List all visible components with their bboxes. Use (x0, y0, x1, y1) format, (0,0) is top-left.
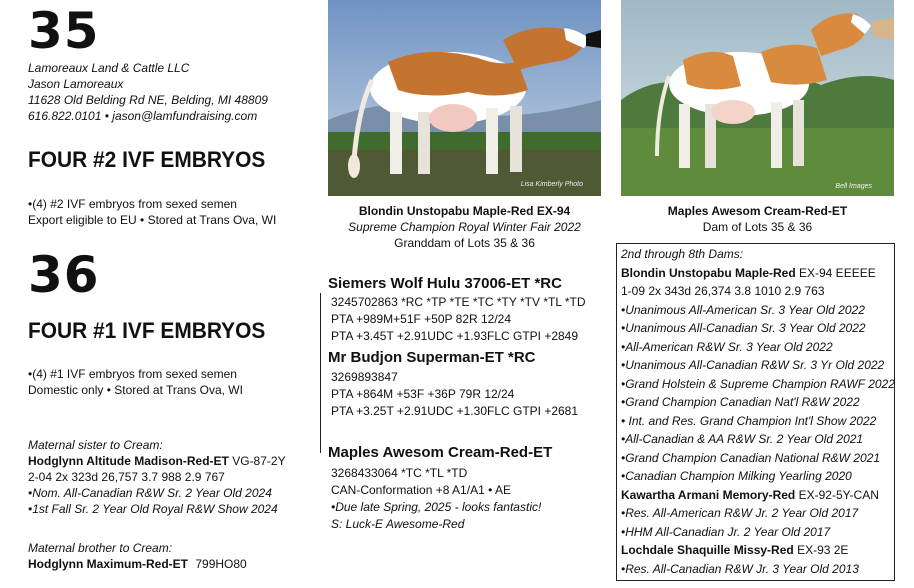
maternal-brother-block (28, 540, 247, 572)
sire-info-line: PTA +3.45T +2.91UDC +1.93FLC GTPI +2849 (331, 329, 579, 343)
second-dam-award: •All-American R&W Sr. 3 Year Old 2022 (621, 339, 833, 354)
consignor-address: 11628 Old Belding Rd NE, Belding, MI 48809 (28, 93, 268, 107)
dam-info-line: CAN-Conformation +8 A1/A1 • AE (331, 483, 511, 497)
second-dam-award: • Int. and Res. Grand Champion Int'l Show 2022 (621, 413, 877, 428)
maternal-sister-award: •Nom. All-Canadian R&W Sr. 2 Year Old 2024 (28, 486, 272, 500)
maternal-brother-name: Hodglynn Maximum-Red-ET (28, 557, 189, 571)
second-dam-name: Blondin Unstopabu Maple-Red (621, 265, 796, 280)
second-dam-award: •Grand Holstein & Supreme Champion RAWF 2022 (621, 376, 895, 391)
lot-35-detail-line: •(4) #2 IVF embryos from sexed semen (28, 197, 237, 211)
third-dam-score: EX-92-5Y-CAN (798, 487, 879, 502)
second-dam-score: EX-94 EEEEE (799, 265, 876, 280)
dam-note: •Due late Spring, 2025 - looks fantastic! (331, 500, 542, 514)
dam-caption-name: Maples Awesom Cream-Red-ET (667, 204, 848, 218)
granddam-caption-relation: Granddam of Lots 35 & 36 (394, 236, 535, 250)
second-dam-award: •All-Canadian & AA R&W Sr. 2 Year Old 2021 (621, 432, 864, 446)
sire-info-line: PTA +989M+51F +50P 82R 12/24 (331, 312, 512, 326)
dam-photo (621, 0, 894, 196)
consignor-phone-email: 616.822.0101 • jason@lamfundraising.com (28, 109, 258, 123)
photo-credit: Bell Images (835, 183, 872, 190)
granddam-caption (328, 203, 601, 251)
second-dam-award: •Unanimous All-Canadian Sr. 3 Year Old 2022 (621, 321, 866, 335)
fourth-dam-score: EX-93 2E (797, 543, 849, 557)
second-dam-record: 1-09 2x 343d 26,374 3.8 1010 2.9 763 (621, 284, 825, 298)
consignor-name: Lamoreaux Land & Cattle LLC (28, 61, 190, 75)
lot-36-title: FOUR #1 IVF EMBRYOS (28, 318, 266, 343)
third-dam-award: •Res. All-American R&W Jr. 2 Year Old 2017 (621, 506, 859, 520)
maternal-grandsire-info-line: PTA +864M +53F +36P 79R 12/24 (331, 387, 515, 401)
maternal-sister-block (28, 437, 286, 517)
third-dam-name: Kawartha Armani Memory-Red (621, 487, 796, 502)
maternal-brother-code: 799HO80 (195, 557, 247, 571)
lot-36-number: 36 (28, 246, 100, 304)
third-dam-award: •HHM All-Canadian Jr. 2 Year Old 2017 (621, 524, 831, 539)
lot-35-number: 35 (28, 2, 100, 60)
photo-credit: Lisa Kimberly Photo (520, 181, 583, 188)
lot-36-detail-line: Domestic only • Stored at Trans Ova, WI (28, 383, 243, 397)
dam-caption-relation: Dam of Lots 35 & 36 (702, 220, 813, 234)
consignor-block (28, 60, 318, 124)
cow-illustration (328, 0, 601, 196)
lot-35-details (28, 196, 276, 228)
maternal-grandsire-info-line: 3269893847 (331, 370, 398, 384)
consignor-contact: Jason Lamoreaux (28, 77, 124, 91)
maternal-sister-name: Hodglynn Altitude Madison-Red-ET (28, 454, 229, 468)
second-dam-award: •Grand Champion Canadian Nat'l R&W 2022 (621, 395, 860, 409)
dam-sire-note: S: Luck-E Awesome-Red (331, 517, 465, 531)
lot-35-detail-line: Export eligible to EU • Stored at Trans Ova, WI (28, 213, 277, 227)
maternal-sister-heading: Maternal sister to Cream: (28, 438, 163, 452)
dam-info (331, 465, 541, 532)
maternal-grandsire-info (331, 369, 578, 419)
maternal-sister-award: •1st Fall Sr. 2 Year Old Royal R&W Show 2024 (28, 502, 278, 516)
maternal-grandsire-info-line: PTA +3.25T +2.91UDC +1.30FLC GTPI +2681 (331, 404, 579, 418)
sire-info (331, 294, 586, 344)
dam-name: Maples Awesom Cream-Red-ET (328, 444, 553, 461)
maternal-grandsire-name: Mr Budjon Superman-ET *RC (328, 349, 536, 366)
cow-illustration (621, 0, 894, 196)
lot-35-title: FOUR #2 IVF EMBRYOS (28, 147, 266, 172)
fourth-dam-award: •Res. All-Canadian R&W Jr. 3 Year Old 2013 (621, 561, 859, 576)
granddam-caption-award: Supreme Champion Royal Winter Fair 2022 (348, 220, 581, 234)
fourth-dam-name: Lochdale Shaquille Missy-Red (621, 543, 794, 557)
second-dam-award: •Unanimous All-Canadian R&W Sr. 3 Yr Old 2022 (621, 358, 885, 372)
maternal-brother-heading: Maternal brother to Cream: (28, 541, 173, 555)
extended-pedigree-heading: 2nd through 8th Dams: (621, 247, 744, 261)
pedigree-bracket (320, 293, 321, 453)
extended-pedigree (621, 245, 895, 578)
sire-name: Siemers Wolf Hulu 37006-ET *RC (328, 275, 562, 292)
second-dam-award: •Unanimous All-American Sr. 3 Year Old 2022 (621, 302, 865, 317)
second-dam-award: •Canadian Champion Milking Yearling 2020 (621, 469, 852, 483)
lot-36-detail-line: •(4) #1 IVF embryos from sexed semen (28, 367, 237, 381)
granddam-photo (328, 0, 601, 196)
maternal-sister-score: VG-87-2Y (232, 454, 286, 468)
sire-info-line: 3245702863 *RC *TP *TE *TC *TY *TV *TL *TD (331, 295, 586, 309)
granddam-caption-name: Blondin Unstopabu Maple-Red EX-94 (358, 204, 571, 218)
lot-36-details (28, 366, 243, 398)
dam-caption (621, 203, 894, 235)
second-dam-award: •Grand Champion Canadian National R&W 2021 (621, 450, 881, 465)
dam-info-line: 3268433064 *TC *TL *TD (331, 466, 468, 480)
maternal-sister-record: 2-04 2x 323d 26,757 3.7 988 2.9 767 (28, 470, 225, 484)
